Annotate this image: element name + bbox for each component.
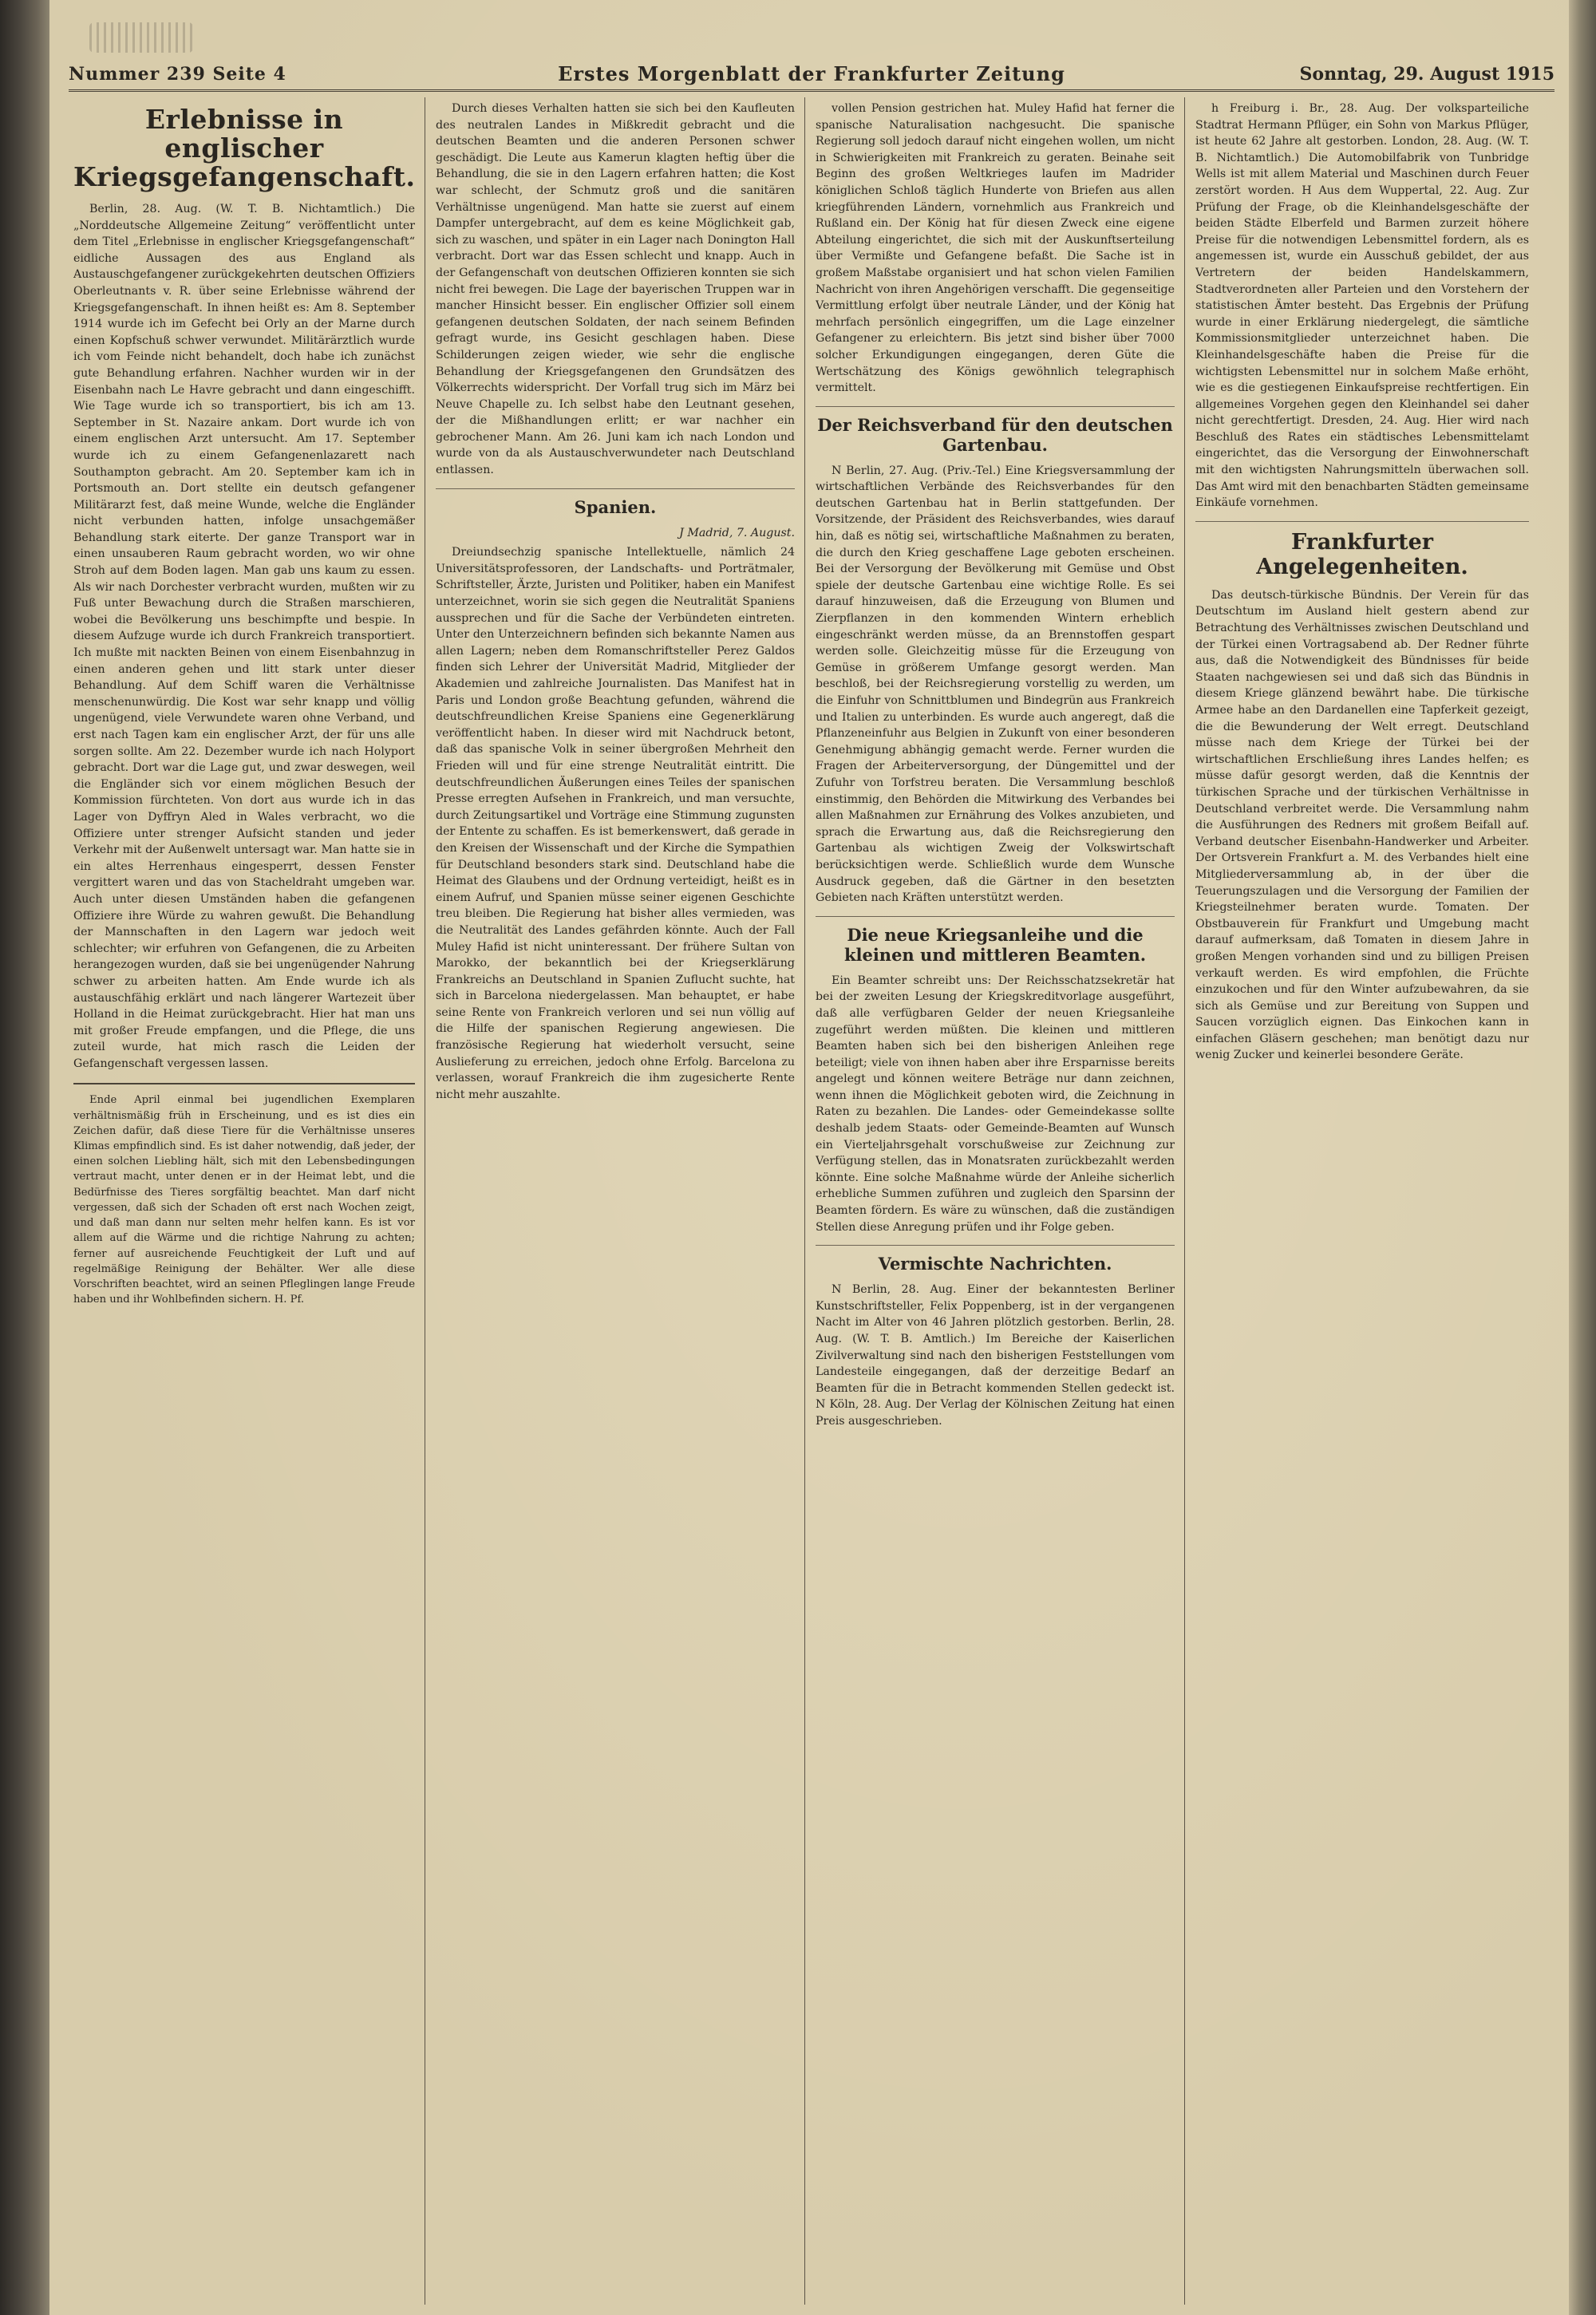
article-body: Ein Beamter schreibt uns: Der Reichsschatzsekretär hat bei der zweiten Lesung der Kriegskreditvorlage ausgeführt, daß alle verfügbaren Gelder der neuen Kriegsanleihe zugeführt werden müßten. Die kleinen und mittleren Beamten haben sich bei den bisherigen Anleihen rege beteiligt; viele von ihnen haben aber ihre Ersparnisse bereits angelegt und können weitere Beträge nur dann zeichnen, wenn ihnen die Möglichkeit geboten wird, die Zeichnung in Raten zu bezahlen. Die Landes- oder Gemeindekasse sollte deshalb jedem Staats- oder Gemeinde-Beamten auf Wunsch ein Vierteljahrsgehalt vorschußweise zur Zeichnung zur Verfügung stellen, das in Monatsraten zurückbezahlt werden könnte. Eine solche Maßnahme würde der Anleihe sicherlich erhebliche Summen zuführen und zugleich den Sparsinn der Beamten fördern. Es wäre zu wünschen, daß die zuständigen Stellen diese Anregung prüfen und ihr Folge geben. — [816, 974, 1175, 1234]
column-4 — [1195, 101, 1529, 2303]
article-body: N Berlin, 27. Aug. (Priv.-Tel.) Eine Kriegsversammlung der wirtschaftlichen Verbände des Reichsverbandes für den deutschen Gartenbau hat in Berlin stattgefunden. Der Vorsitzende, der Präsident des Reichsverbandes, wies darauf hin, daß es nötig sei, wirtschaftliche Maßnahmen zu beraten, die durch den Krieg geschaffene Lage geboten erscheinen. Bei der Versorgung der Bevölkerung mit Gemüse und Obst spiele der deutsche Gartenbau eine wichtige Rolle. Es sei darauf hinzuweisen, daß die Erzeugung von Blumen und Zierpflanzen in den kommenden Wintern erheblich eingeschränkt werden müsse, da an Brennstoffen gespart werden solle. Gleichzeitig müsse für die Erzeugung von Gemüse in größerem Umfange gesorgt werden. Man beschloß, bei der Reichsregierung vorstellig zu werden, um die Einfuhr von Schnittblumen und Bindegrün aus Frankreich und Italien zu unterbinden. Es wurde auch angeregt, daß die Pflanzeneinfuhr aus Belgien in Zukunft von einer besonderen Genehmigung abhängig gemacht werde. Ferner wurden die Fragen der Arbeiterversorgung, der Düngemittel und der Zufuhr von Torfstreu beraten. Die Versammlung beschloß einstimmig, den Behörden die Mitwirkung des Verbandes bei allen Maßnahmen zur Ernährung des Volkes anzubieten, und sprach die Erwartung aus, daß die Reichsregierung den Gartenbau als wichtigen Zweig der Volkswirtschaft berücksichtigen werde. Schließlich wurde dem Wunsche Ausdruck gegeben, daß die Gärtner in den besetzten Gebieten nach Kräften unterstützt werden. — [816, 464, 1175, 905]
column-3 — [816, 101, 1175, 2303]
column-2 — [436, 101, 795, 2303]
news-items: h Freiburg i. Br., 28. Aug. Der volksparteiliche Stadtrat Hermann Pflüger, ein Sohn von Markus Pflüger, ist heute 62 Jahre alt gestorben. London, 28. Aug. (W. T. B. Nichtamtlich.) Die Automobilfabrik von Tunbridge Wells ist mit allem Material und Maschinen durch Feuer zerstört worden. H Aus dem Wuppertal, 22. Aug. Zur Prüfung der Frage, ob die Kleinhandelsgeschäfte der beiden Städte Elberfeld und Barmen zurzeit höhere Preise für die notwendigen Lebensmittel fordern, als es angemessen ist, wurde ein Ausschuß gebildet, der aus Vertretern der beiden Handelskammern, Stadtverordneten aller Parteien und den Vorstehern der statistischen Ämter besteht. Das Ergebnis der Prüfung wurde in einer Erklärung niedergelegt, die sämtliche Kommissionsmitglieder unterzeichnet haben. Die Kleinhandelsgeschäfte haben die Preise für die wichtigsten Lebensmittel nur in solchem Maße erhöht, wie es die gestiegenen Einkaufspreise rechtfertigen. Ein allgemeines Vorgehen gegen den Kleinhandel sei daher nicht gerechtfertigt. Dresden, 24. Aug. Hier wird nach Beschluß des Rates ein städtisches Lebensmittelamt eingerichtet, das die Versorgung der Einwohnerschaft mit den wichtigsten Nahrungsmitteln überwachen soll. Das Amt wird mit den benachbarten Städten gemeinsame Einkäufe vornehmen. — [1195, 102, 1529, 510]
article-body: Das deutsch-türkische Bündnis. Der Verein für das Deutschtum im Ausland hielt gestern abend zur Betrachtung des Verhältnisses zwischen Deutschland und der Türkei einen Vortragsabend ab. Der Redner führte aus, daß die Notwendigkeit des Bündnisses für beide Staaten nachgewiesen sei und daß sich das Bündnis in diesem Kriege glänzend bewährt habe. Die türkische Armee habe an den Dardanellen eine Tapferkeit gezeigt, die die Bewunderung der Welt erregt. Deutschland müsse nach dem Kriege der Türkei bei der wirtschaftlichen Erschließung ihres Landes helfen; es müsse dafür gesorgt werden, daß die Kenntnis der türkischen Sprache und der türkischen Verhältnisse in Deutschland verbreitet werde. Die Versammlung nahm die Ausführungen des Redners mit großem Beifall auf. Verband deutscher Eisenbahn-Handwerker und Arbeiter. Der Ortsverein Frankfurt a. M. des Verbandes hielt eine Mitgliederversammlung ab, in der über die Teuerungszulagen und die Versorgung der Familien der Kriegsteilnehmer beraten wurde. Tomaten. Der Obstbauverein für Frankfurt und Umgebung macht darauf aufmerksam, daß Tomaten in diesem Jahre in großen Mengen vorhanden sind und zu billigen Preisen verkauft werden. Es wird empfohlen, die Früchte einzukochen und für den Winter aufzubewahren, da sie sich als Gemüse und zur Bereitung von Suppen und Saucen vorzüglich eignen. Das Einkochen kann in einfachen Gläsern geschehen; man benötigt dazu nur wenig Zucker und keinerlei besondere Geräte. — [1195, 588, 1529, 1062]
headline-spanien: Spanien. — [436, 488, 795, 517]
column-rule — [804, 97, 805, 2305]
article-body: N Berlin, 28. Aug. Einer der bekanntesten Berliner Kunstschriftsteller, Felix Poppenberg, ist in der vergangenen Nacht im Alter von 46 Jahren plötzlich gestorben. Berlin, 28. Aug. (W. T. B. Amtlich.) Im Bereiche der Kaiserlichen Zivilverwaltung sind nach den bisherigen Feststellungen vom Landesteile eingegangen, daß der derzeitige Bedarf an Beamten für die in Betracht kommenden Stellen gedeckt ist. N Köln, 28. Aug. Der Verlag der Kölnischen Zeitung hat einen Preis ausgeschrieben. — [816, 1283, 1175, 1428]
headline-vermischte: Vermischte Nachrichten. — [816, 1245, 1175, 1274]
library-stamp — [89, 22, 193, 53]
headline-frankfurter: Frankfurter Angelegenheiten. — [1195, 521, 1529, 579]
headline-gartenbau: Der Reichsverband für den deutschen Gartenbau. — [816, 406, 1175, 455]
book-binding — [0, 0, 49, 2315]
column-rule — [1184, 97, 1185, 2305]
dateline: J Madrid, 7. August. — [679, 526, 795, 539]
page-edge — [1569, 0, 1596, 2315]
issue-date: Sonntag, 29. August 1915 — [1299, 64, 1555, 85]
page-header — [69, 57, 1555, 92]
issue-number: Nummer 239 Seite 4 — [69, 64, 286, 85]
article-continuation: Durch dieses Verhalten hatten sie sich bei den Kaufleuten des neutralen Landes in Mißkredit gebracht und die deutschen Beamten und die anderen Personen schwer geschädigt. Die Leute aus Kamerun klagten heftig über die Behandlung, die sie in den Lagern erfahren hatten; die Kost war schlecht, der Schmutz groß und die sanitären Verhältnisse ungenügend. Man hatte sie zuerst auf einem Dampfer untergebracht, auf dem es keine Möglichkeit gab, sich zu waschen, und später in ein Lager nach Donington Hall verbracht. Dort war das Essen schlecht und knapp. Auch in der Gefangenschaft von deutschen Offizieren konnten sie sich nicht frei bewegen. Die Lage der bayerischen Truppen war in mancher Hinsicht besser. Ein englischer Offizier soll einem gefangenen deutschen Soldaten, der nach seinem Befinden gefragt wurde, ins Gesicht geschlagen haben. Diese Schilderungen zeigen wieder, wie sehr die englische Behandlung der Kriegsgefangenen den Grundsätzen des Völkerrechts widerspricht. Der Vorfall trug sich im März bei Neuve Chapelle zu. Ich selbst habe den Leutnant gesehen, der die Mißhandlungen erlitt; er war nachher ein gebrochener Mann. Am 26. Juni kam ich nach London und wurde von da als Austauschverwundeter nach Deutschland entlassen. — [436, 102, 795, 477]
column-1 — [73, 101, 415, 2303]
headline-kriegsanleihe: Die neue Kriegsanleihe und die kleinen und mittleren Beamten. — [816, 916, 1175, 965]
article-body: Dreiundsechzig spanische Intellektuelle, nämlich 24 Universitätsprofessoren, der Landschafts- und Porträtmaler, Schriftsteller, Ärzte, Juristen und Politiker, haben ein Manifest unterzeichnet, worin sie sich gegen die Neutralität Spaniens aussprechen und für die Sache der Verbündeten eintreten. Unter den Unterzeichnern befinden sich bekannte Namen aus allen Lagern; neben dem Romanschriftsteller Perez Galdos finden sich Lehrer der Universität Madrid, Mitglieder der Akademien und zahlreiche Journalisten. Das Manifest hat in Paris und London große Beachtung gefunden, während die deutschfreundlichen Kreise Spaniens eine Gegenerklärung veröffentlicht haben. In dieser wird mit Nachdruck betont, daß das spanische Volk in seiner übergroßen Mehrheit den Frieden will und für eine strenge Neutralität eintritt. Die deutschfreundlichen Äußerungen eines Teiles der spanischen Presse erregten Aufsehen in Frankreich, und man versuchte, durch Zeitungsartikel und Vorträge eine Stimmung zugunsten der Entente zu schaffen. Es ist bemerkenswert, daß gerade in den Kreisen der Wissenschaft und der Kirche die Sympathien für Deutschland besonders stark sind. Deutschland habe die Heimat des Glaubens und der Ordnung verteidigt, heißt es in einem Aufruf, und Spanien müsse seiner eigenen Geschichte treu bleiben. Die Regierung hat bisher alles vermieden, was die Neutralität des Landes gefährden könnte. Auch der Fall Muley Hafid ist nicht uninteressant. Der frühere Sultan von Marokko, der bekanntlich bei der Kriegserklärung Frankreichs an Deutschland in Spanien Zuflucht suchte, hat sich in Barcelona niedergelassen. Man behauptet, er habe seine Rente von Frankreich verloren und sei nun völlig auf die Hilfe der spanischen Regierung angewiesen. Die französische Regierung hat wiederholt versucht, seine Auslieferung zu erreichen, jedoch ohne Erfolg. Barcelona zu verlassen, worauf Frankreich die ihm zugesicherte Rente nicht mehr auszahlte. — [436, 546, 795, 1101]
feuilleton-body: Ende April einmal bei jugendlichen Exemplaren verhältnismäßig früh in Erscheinung, und es ist dies ein Zeichen dafür, daß diese Tiere für die Verhältnisse unseres Klimas empfindlich sind. Es ist daher notwendig, daß jeder, der einen solchen Liebling hält, sich mit den Lebensbedingungen vertraut macht, unter denen er in der Heimat lebt, und die Bedürfnisse des Tieres sorgfältig beachtet. Man darf nicht vergessen, daß sich der Schaden oft erst nach Wochen zeigt, und daß man dann nur selten mehr helfen kann. Es ist vor allem auf die Wärme und die richtige Nahrung zu achten; ferner auf ausreichende Feuchtigkeit der Luft und auf regelmäßige Reinigung der Behälter. Wer alle diese Vorschriften beachtet, wird an seinen Pfleglingen lange Freude haben und ihr Wohlbefinden sichern. H. Pf. — [73, 1094, 415, 1306]
feuilleton-section — [73, 1083, 415, 1307]
article-body: Berlin, 28. Aug. (W. T. B. Nichtamtlich.) Die „Norddeutsche Allgemeine Zeitung“ veröffentlicht unter dem Titel „Erlebnisse in englischer Kriegsgefangenschaft“ eidliche Aussagen des aus England als Austauschgefangener zurückgekehrten deutschen Offiziers Oberleutnants v. R. über seine Erlebnisse während der Kriegsgefangenschaft. In ihnen heißt es: Am 8. September 1914 wurde ich im Gefecht bei Orly an der Marne durch einen Kopfschuß schwer verwundet. Militärärztlich wurde ich vom Feinde nicht behandelt, doch habe ich zunächst gute Behandlung erfahren. Nachher wurden wir in der Eisenbahn nach Le Havre gebracht und dann eingeschifft. Wie Tage wurde ich so transportiert, bis ich am 13. September in St. Nazaire ankam. Dort wurde ich von einem englischen Arzt untersucht. Am 17. September wurde ich zu einem Gefangenenlazarett nach Southampton gebracht. Am 20. September kam ich in Portsmouth an. Dort stellte ein deutsch gefangener Militärarzt fest, daß meine Wunde, welche die Engländer nicht verbunden hatten, infolge unsachgemäßer Behandlung stark eiterte. Der ganze Transport war in einen unsauberen Raum gebracht worden, wo wir ohne Stroh auf dem Boden lagen. Man gab uns kaum zu essen. Als wir nach Dorchester verbracht wurden, mußten wir zu Fuß unter Bewachung durch die Straßen marschieren, wobei die Bevölkerung uns beschimpfte und bespie. In diesem Aufzuge wurde ich durch Frankreich transportiert. Ich mußte mit nackten Beinen von einem Eisenbahnzug in einen anderen gehen und litt stark unter dieser Behandlung. Auf dem Schiff waren die Verhältnisse menschenunwürdig. Die Kost war sehr knapp und völlig ungenügend, viele Verwundete waren ohne Verband, und erst nach Tagen kam ein englischer Arzt, der für uns alle sorgen sollte. Am 22. Dezember wurde ich nach Holyport gebracht. Dort war die Lage gut, und zwar deswegen, weil die Engländer sich vor einem möglichen Besuch der Kommission fürchteten. Von dort aus wurde ich in das Lager von Dyffryn Aled in Wales verbracht, wo die Offiziere unter strenger Aufsicht standen und jeder Verkehr mit der Außenwelt untersagt war. Man hatte sie in ein altes Herrenhaus eingesperrt, dessen Fenster vergittert waren und das von Stacheldraht umgeben war. Auch unter diesen Umständen haben die gefangenen Offiziere ihre Würde zu wahren gewußt. Die Behandlung der Mannschaften in den Lagern war jedoch weit schlechter; wir erfuhren von Gefangenen, die zu Arbeiten herangezogen wurden, daß sie bei ungenügender Nahrung schwer zu arbeiten hatten. Am Ende wurde ich als austauschfähig erklärt und nach längerer Wartezeit über Holland in die Heimat zurückgebracht. Hier hat man uns mit großer Freude empfangen, und die Pflege, die uns zuteil wurde, hat mich rasch die Leiden der Gefangenschaft vergessen lassen. — [73, 203, 415, 1070]
article-continuation: vollen Pension gestrichen hat. Muley Hafid hat ferner die spanische Naturalisation nachgesucht. Die spanische Regierung soll jedoch darauf nicht eingehen wollen, um nicht in Schwierigkeiten mit Frankreich zu geraten. Beinahe seit Beginn des großen Weltkrieges laufen im Madrider königlichen Schloß täglich Hunderte von Briefen aus allen kriegführenden Ländern, vornehmlich aus Frankreich und Rußland ein. Der König hat für diesen Zweck eine eigene Abteilung eingerichtet, die sich mit der Auskunftserteilung über Vermißte und Gefangene befaßt. Die Sache ist in großem Maßstabe organisiert und hat schon vielen Familien Nachricht von ihren Angehörigen verschafft. Die gegenseitige Vermittlung erfolgt über neutrale Länder, und der König hat mehrfach persönlich eingegriffen, um die Lage einzelner Gefangener zu erleichtern. Bis jetzt sind bisher über 7000 solcher Erkundigungen eingegangen, deren Güte die Wertschätzung des Königs gewöhnlich telegraphisch vermittelt. — [816, 102, 1175, 395]
newspaper-title: Erstes Morgenblatt der Frankfurter Zeitung — [558, 62, 1065, 85]
headline-kriegsgefangenschaft: Erlebnisse in englischer Kriegsgefangenschaft. — [73, 104, 415, 192]
